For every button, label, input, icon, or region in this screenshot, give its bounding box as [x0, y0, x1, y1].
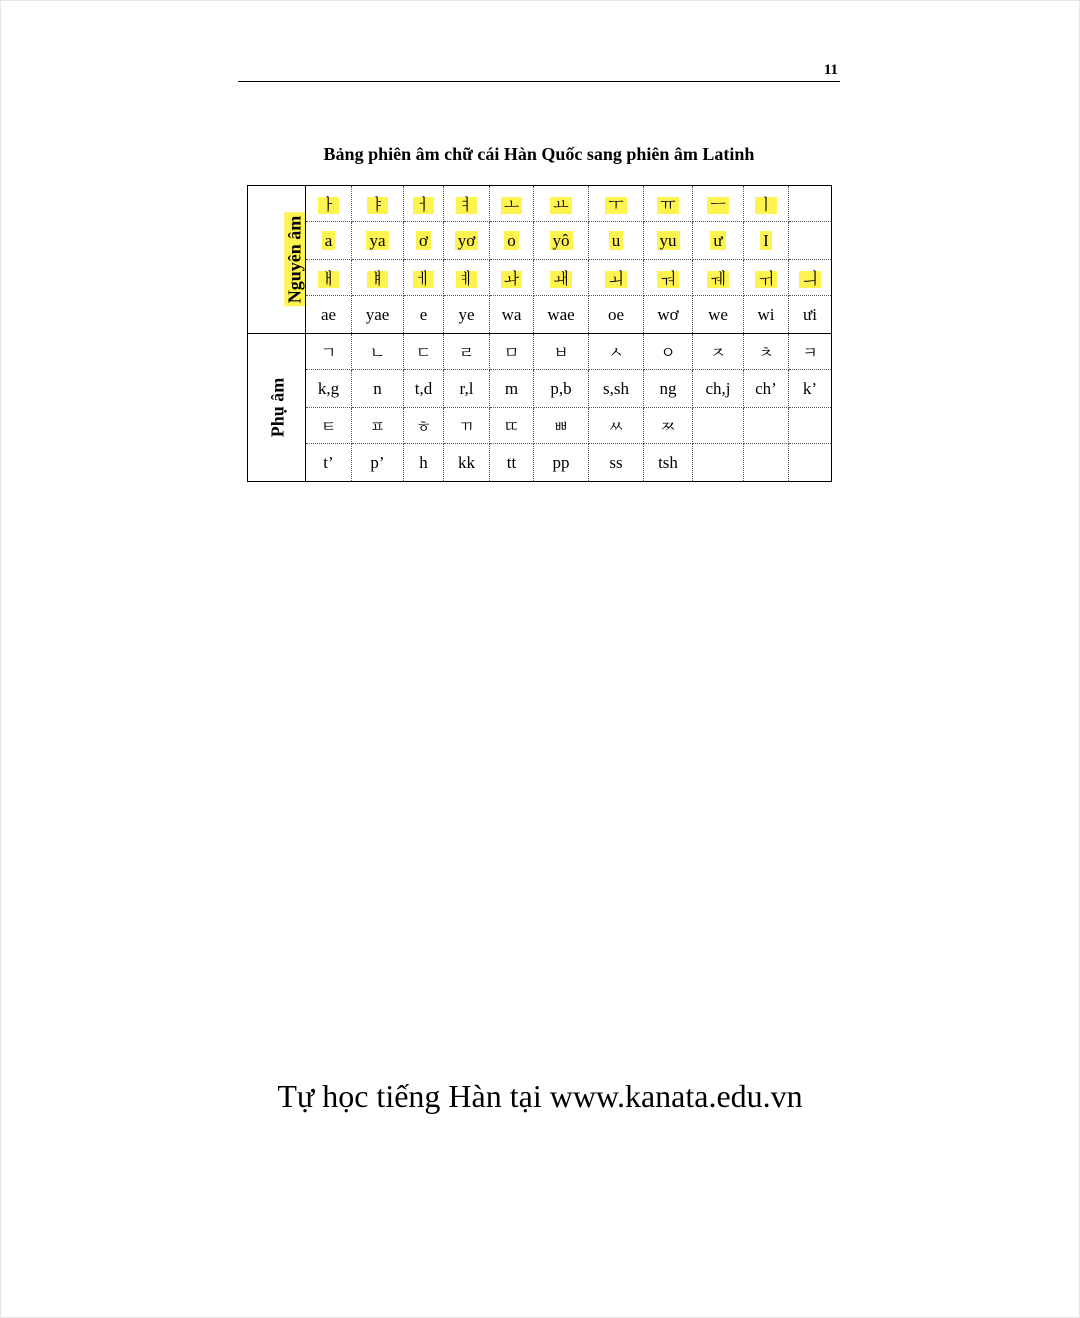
- latin-cell: [306, 222, 352, 260]
- hangul-letter: ㅞ: [707, 271, 728, 288]
- hangul-cell: [589, 334, 644, 370]
- latin-transcription: we: [708, 304, 728, 324]
- latin-transcription: o: [504, 231, 519, 250]
- latin-transcription: t’: [323, 452, 334, 472]
- table-row: [248, 260, 832, 296]
- group-label: Nguyên âm: [284, 213, 305, 307]
- hangul-letter: ㅈ: [710, 345, 726, 362]
- latin-cell: [444, 222, 490, 260]
- hangul-cell: [644, 186, 693, 222]
- hangul-letter: ㅝ: [657, 271, 678, 288]
- latin-cell: [744, 444, 789, 482]
- hangul-cell: [444, 408, 490, 444]
- hangul-letter: ㅕ: [456, 197, 477, 214]
- hangul-cell: [534, 408, 589, 444]
- hangul-letter: ㄹ: [458, 345, 475, 362]
- latin-cell: [589, 370, 644, 408]
- table-row: [248, 444, 832, 482]
- hangul-letter: ㅢ: [799, 271, 820, 288]
- hangul-letter: ㅇ: [660, 345, 676, 362]
- latin-cell: [589, 222, 644, 260]
- hangul-cell: [490, 260, 534, 296]
- hangul-letter: ㅊ: [758, 345, 774, 362]
- hangul-cell: [534, 186, 589, 222]
- group-label-cell: [248, 334, 306, 482]
- footer-text: Tự học tiếng Hàn tại www.kanata.edu.vn: [277, 1078, 803, 1114]
- hangul-cell: [306, 408, 352, 444]
- latin-cell: [789, 444, 832, 482]
- latin-transcription: yu: [657, 231, 680, 250]
- table-title: Bảng phiên âm chữ cái Hàn Quốc sang phiên âm Latinh: [323, 144, 755, 164]
- hangul-cell: [444, 186, 490, 222]
- latin-transcription: wi: [757, 304, 775, 324]
- latin-cell: [352, 370, 404, 408]
- hangul-letter: ㄱ: [320, 345, 337, 362]
- latin-cell: [534, 222, 589, 260]
- latin-transcription: ch’: [755, 378, 777, 398]
- latin-cell: [693, 444, 744, 482]
- hangul-cell: [744, 186, 789, 222]
- latin-transcription: p’: [370, 452, 385, 472]
- latin-cell: [789, 370, 832, 408]
- latin-cell: [306, 296, 352, 334]
- hangul-cell: [352, 186, 404, 222]
- latin-cell: [789, 222, 832, 260]
- hangul-cell: [352, 408, 404, 444]
- hangul-letter: ㅒ: [367, 271, 388, 288]
- latin-cell: [644, 444, 693, 482]
- hangul-letter: ㅐ: [318, 271, 339, 288]
- hangul-cell: [789, 186, 832, 222]
- hangul-letter: ㅂ: [553, 345, 569, 362]
- latin-transcription: wae: [547, 304, 575, 324]
- hangul-letter: ㅌ: [320, 419, 337, 436]
- hangul-letter: ㄲ: [458, 419, 475, 436]
- latin-cell: [744, 222, 789, 260]
- latin-transcription: k,g: [317, 378, 340, 398]
- latin-cell: [404, 296, 444, 334]
- hangul-letter: ㅉ: [660, 419, 676, 436]
- hangul-letter: ㅗ: [501, 197, 522, 214]
- hangul-cell: [693, 334, 744, 370]
- hangul-letter: ㄷ: [415, 345, 432, 362]
- hangul-cell: [789, 408, 832, 444]
- latin-cell: [490, 370, 534, 408]
- table-row: [248, 408, 832, 444]
- latin-transcription: r,l: [459, 378, 474, 398]
- latin-cell: [589, 296, 644, 334]
- table-row: [248, 296, 832, 334]
- page-number: 11: [823, 62, 838, 78]
- hangul-cell: [534, 260, 589, 296]
- hangul-cell: [644, 334, 693, 370]
- latin-cell: [352, 444, 404, 482]
- latin-transcription: ưi: [803, 304, 817, 324]
- hangul-letter: ㄴ: [369, 345, 386, 362]
- latin-transcription: m: [504, 378, 519, 398]
- hangul-cell: [534, 334, 589, 370]
- latin-cell: [644, 370, 693, 408]
- alphabet-table-body: [248, 186, 832, 482]
- hangul-cell: [404, 260, 444, 296]
- latin-transcription: yơ: [455, 231, 479, 250]
- hangul-cell: [306, 334, 352, 370]
- hangul-cell: [352, 334, 404, 370]
- hangul-cell: [744, 334, 789, 370]
- latin-cell: [404, 444, 444, 482]
- hangul-letter: ㅅ: [608, 345, 624, 362]
- latin-cell: [490, 444, 534, 482]
- latin-cell: [306, 444, 352, 482]
- hangul-cell: [589, 260, 644, 296]
- hangul-cell: [589, 186, 644, 222]
- table-row: [248, 334, 832, 370]
- hangul-cell: [644, 408, 693, 444]
- hangul-letter: ㅎ: [415, 419, 432, 436]
- hangul-letter: ㅚ: [605, 271, 626, 288]
- latin-transcription: u: [609, 231, 624, 250]
- latin-transcription: p,b: [550, 378, 572, 398]
- latin-transcription: ya: [366, 231, 388, 250]
- hangul-cell: [404, 186, 444, 222]
- hangul-cell: [644, 260, 693, 296]
- latin-transcription: n: [373, 378, 382, 398]
- hangul-cell: [490, 186, 534, 222]
- hangul-cell: [404, 408, 444, 444]
- hangul-cell: [490, 334, 534, 370]
- latin-transcription: I: [760, 231, 772, 250]
- latin-transcription: ye: [458, 304, 475, 324]
- hangul-cell: [589, 408, 644, 444]
- latin-cell: [534, 370, 589, 408]
- hangul-cell: [693, 186, 744, 222]
- latin-transcription: pp: [552, 452, 570, 472]
- hangul-letter: ㅓ: [413, 197, 434, 214]
- hangul-cell: [789, 334, 832, 370]
- hangul-letter: ㅍ: [369, 419, 386, 436]
- latin-cell: [490, 222, 534, 260]
- hangul-cell: [404, 334, 444, 370]
- latin-transcription: yae: [365, 304, 390, 324]
- latin-transcription: e: [419, 304, 428, 324]
- hangul-letter: ㅟ: [755, 271, 776, 288]
- latin-transcription: t,d: [414, 378, 433, 398]
- hangul-letter: ㅖ: [456, 271, 477, 288]
- alphabet-table: [247, 185, 832, 482]
- latin-transcription: oe: [607, 304, 625, 324]
- latin-cell: [306, 370, 352, 408]
- table-row: [248, 370, 832, 408]
- latin-cell: [644, 296, 693, 334]
- latin-cell: [744, 370, 789, 408]
- hangul-letter: ㅁ: [503, 345, 520, 362]
- hangul-letter: ㅏ: [318, 197, 339, 214]
- latin-cell: [352, 296, 404, 334]
- table-row: [248, 222, 832, 260]
- latin-cell: [693, 222, 744, 260]
- hangul-cell: [693, 260, 744, 296]
- latin-transcription: ư: [710, 231, 725, 250]
- hangul-letter: ㅋ: [802, 345, 818, 362]
- latin-transcription: tt: [506, 452, 517, 472]
- latin-cell: [644, 222, 693, 260]
- hangul-cell: [789, 260, 832, 296]
- latin-cell: [693, 370, 744, 408]
- latin-transcription: h: [419, 452, 428, 472]
- latin-transcription: wơ: [657, 304, 679, 324]
- latin-transcription: a: [322, 231, 336, 250]
- latin-cell: [693, 296, 744, 334]
- latin-cell: [589, 444, 644, 482]
- hangul-letter: ㄸ: [503, 419, 520, 436]
- hangul-letter: ㅘ: [501, 271, 522, 288]
- latin-cell: [444, 296, 490, 334]
- latin-transcription: kk: [458, 452, 475, 472]
- latin-transcription: yô: [550, 231, 573, 250]
- latin-transcription: ch,j: [705, 378, 731, 398]
- latin-transcription: ơ: [416, 231, 431, 250]
- latin-cell: [534, 296, 589, 334]
- hangul-cell: [306, 260, 352, 296]
- hangul-letter: ㅙ: [550, 271, 571, 288]
- hangul-cell: [744, 408, 789, 444]
- hangul-cell: [352, 260, 404, 296]
- latin-cell: [444, 370, 490, 408]
- latin-transcription: k’: [802, 378, 818, 398]
- latin-cell: [789, 296, 832, 334]
- latin-transcription: ng: [659, 378, 677, 398]
- latin-cell: [404, 222, 444, 260]
- hangul-letter: ㅠ: [657, 197, 678, 214]
- latin-cell: [744, 296, 789, 334]
- table-row: [248, 186, 832, 222]
- hangul-letter: ㅛ: [550, 197, 571, 214]
- latin-transcription: tsh: [658, 452, 678, 472]
- latin-cell: [404, 370, 444, 408]
- latin-cell: [444, 444, 490, 482]
- hangul-cell: [744, 260, 789, 296]
- hangul-letter: ㅣ: [755, 197, 776, 214]
- hangul-letter: ㅑ: [367, 197, 388, 214]
- hangul-cell: [490, 408, 534, 444]
- hangul-cell: [444, 334, 490, 370]
- latin-cell: [534, 444, 589, 482]
- hangul-letter: ㅃ: [553, 419, 569, 436]
- hangul-letter: ㅜ: [605, 197, 626, 214]
- latin-transcription: s,sh: [603, 378, 629, 398]
- hangul-cell: [693, 408, 744, 444]
- latin-cell: [352, 222, 404, 260]
- latin-transcription: wa: [501, 304, 522, 324]
- latin-transcription: ae: [320, 304, 337, 324]
- latin-cell: [490, 296, 534, 334]
- hangul-cell: [306, 186, 352, 222]
- hangul-letter: ㅡ: [707, 197, 728, 214]
- group-label-cell: [248, 186, 306, 334]
- hangul-letter: ㅔ: [413, 271, 434, 288]
- group-label: Phụ âm: [267, 377, 288, 438]
- hangul-letter: ㅆ: [608, 419, 624, 436]
- header-rule: [238, 81, 840, 82]
- hangul-cell: [444, 260, 490, 296]
- latin-transcription: ss: [609, 452, 623, 472]
